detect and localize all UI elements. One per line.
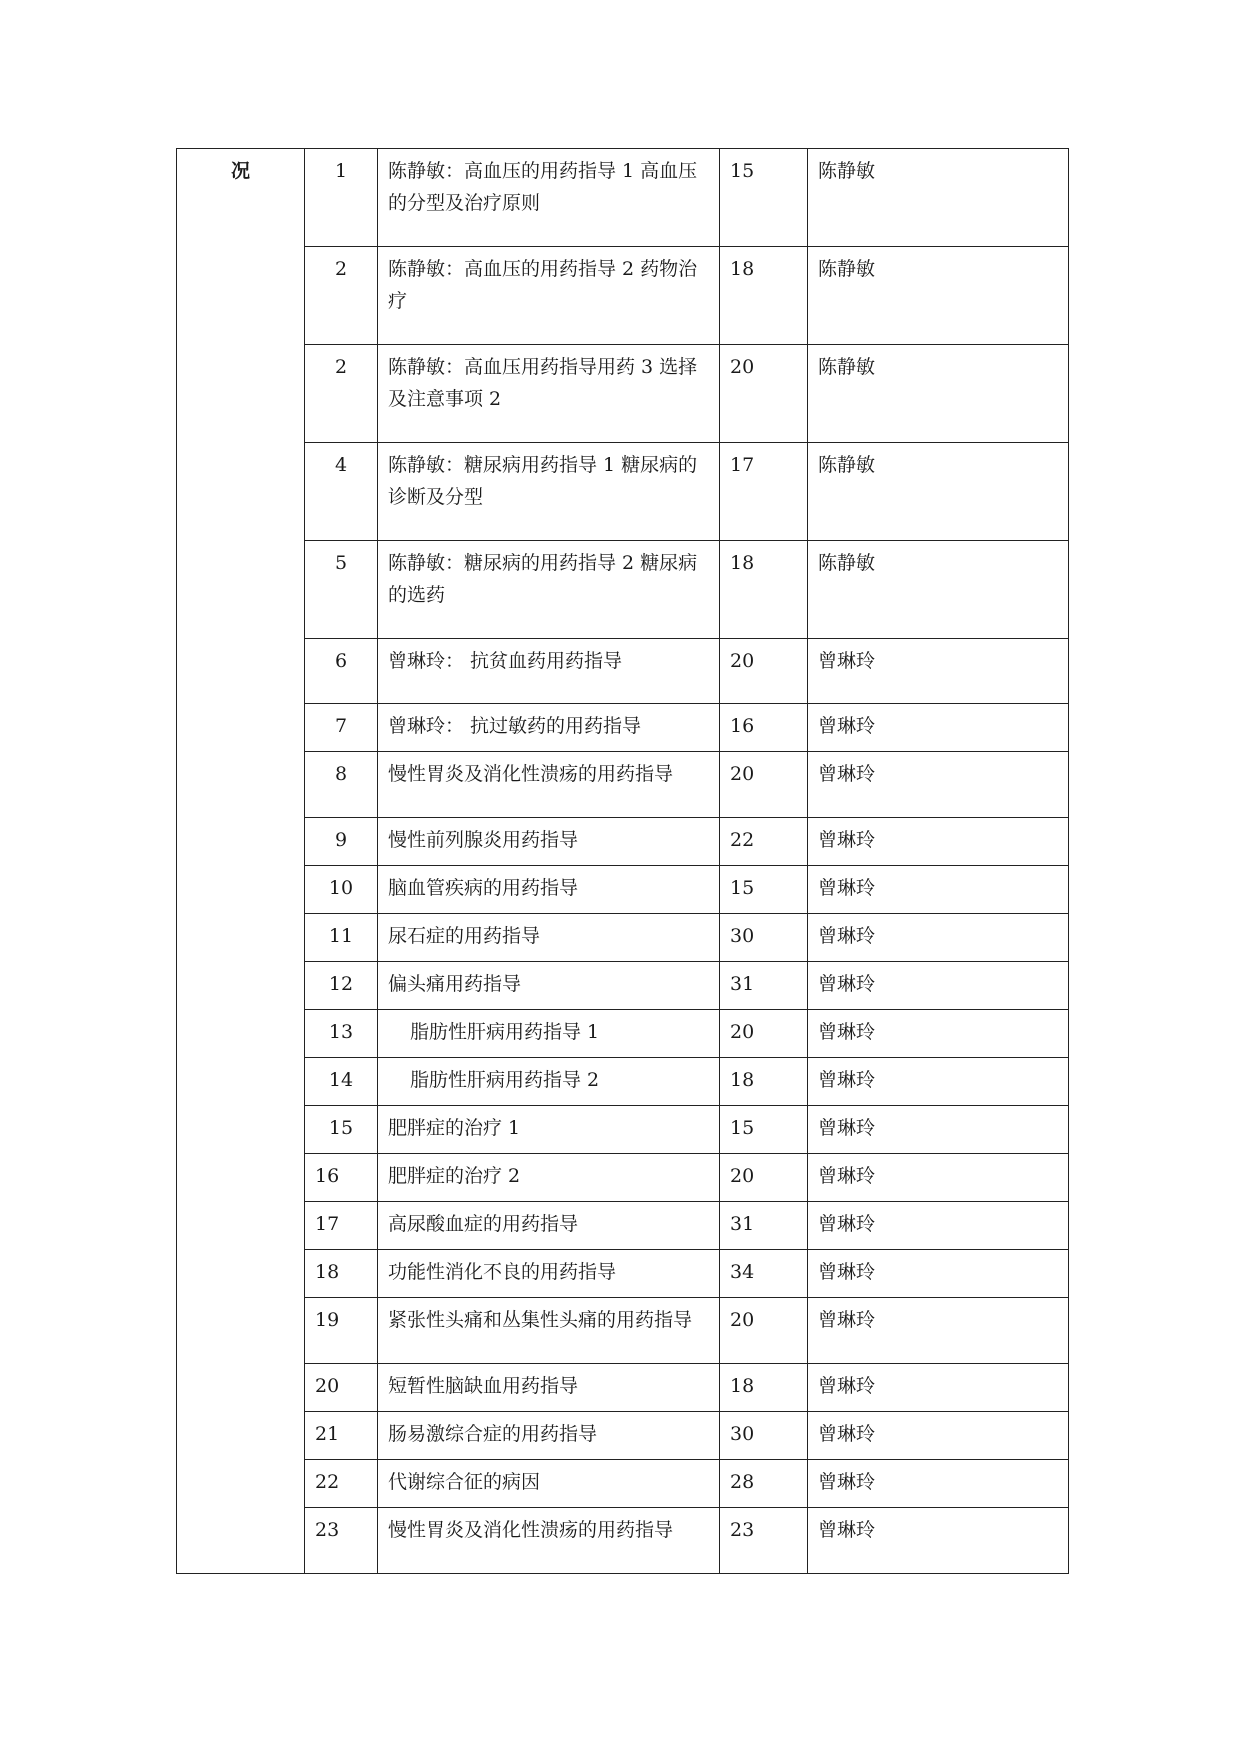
row-lecturer: 曾琳玲 [808,1154,1069,1202]
row-lecturer: 曾琳玲 [808,704,1069,752]
row-lecturer: 陈静敏 [808,247,1069,345]
row-number: 6 [305,639,378,704]
row-topic: 慢性前列腺炎用药指导 [378,818,720,866]
row-topic: 偏头痛用药指导 [378,962,720,1010]
table-row [177,962,1069,1010]
row-number: 1 [305,149,378,247]
row-lecturer: 曾琳玲 [808,818,1069,866]
row-topic: 肥胖症的治疗 1 [378,1106,720,1154]
row-topic: 肠易激综合症的用药指导 [378,1412,720,1460]
table-row [177,247,1069,345]
row-topic: 陈静敏：糖尿病用药指导 1 糖尿病的诊断及分型 [378,443,720,541]
table-row [177,1058,1069,1106]
row-topic: 短暂性脑缺血用药指导 [378,1364,720,1412]
row-number: 23 [305,1508,378,1574]
row-topic: 代谢综合征的病因 [378,1460,720,1508]
table-row [177,1250,1069,1298]
row-topic: 曾琳玲： 抗过敏药的用药指导 [378,704,720,752]
row-number: 8 [305,752,378,818]
row-hours: 30 [720,1412,808,1460]
row-hours: 17 [720,443,808,541]
row-hours: 20 [720,1298,808,1364]
row-number: 10 [305,866,378,914]
row-topic: 陈静敏：高血压的用药指导 1 高血压的分型及治疗原则 [378,149,720,247]
table-row [177,866,1069,914]
row-hours: 18 [720,247,808,345]
table-row [177,1106,1069,1154]
row-number: 18 [305,1250,378,1298]
row-number: 13 [305,1010,378,1058]
table-row [177,704,1069,752]
row-lecturer: 曾琳玲 [808,1010,1069,1058]
row-number: 2 [305,247,378,345]
row-hours: 15 [720,1106,808,1154]
row-hours: 20 [720,639,808,704]
row-topic: 高尿酸血症的用药指导 [378,1202,720,1250]
section-label: 况 [177,149,305,1574]
row-number: 12 [305,962,378,1010]
row-lecturer: 陈静敏 [808,149,1069,247]
table-row [177,345,1069,443]
row-hours: 18 [720,541,808,639]
row-topic: 慢性胃炎及消化性溃疡的用药指导 [378,1508,720,1574]
row-topic: 陈静敏：糖尿病的用药指导 2 糖尿病的选药 [378,541,720,639]
row-number: 2 [305,345,378,443]
row-hours: 20 [720,752,808,818]
row-lecturer: 曾琳玲 [808,866,1069,914]
table-row [177,541,1069,639]
table-row [177,149,1069,247]
course-table [176,148,1069,1574]
row-lecturer: 曾琳玲 [808,639,1069,704]
table-row [177,1202,1069,1250]
row-lecturer: 曾琳玲 [808,1106,1069,1154]
row-topic: 尿石症的用药指导 [378,914,720,962]
row-number: 7 [305,704,378,752]
row-topic: 慢性胃炎及消化性溃疡的用药指导 [378,752,720,818]
row-lecturer: 曾琳玲 [808,1058,1069,1106]
table-row [177,639,1069,704]
row-hours: 22 [720,818,808,866]
row-hours: 20 [720,1010,808,1058]
row-hours: 31 [720,962,808,1010]
row-lecturer: 曾琳玲 [808,1250,1069,1298]
row-hours: 20 [720,1154,808,1202]
table-row [177,1460,1069,1508]
row-number: 17 [305,1202,378,1250]
row-topic: 功能性消化不良的用药指导 [378,1250,720,1298]
row-hours: 16 [720,704,808,752]
table-row [177,1508,1069,1574]
row-lecturer: 曾琳玲 [808,914,1069,962]
row-lecturer: 曾琳玲 [808,1412,1069,1460]
row-number: 21 [305,1412,378,1460]
row-hours: 20 [720,345,808,443]
row-lecturer: 曾琳玲 [808,1298,1069,1364]
row-topic: 脂肪性肝病用药指导 1 [378,1010,720,1058]
row-lecturer: 曾琳玲 [808,1460,1069,1508]
row-hours: 23 [720,1508,808,1574]
row-topic: 脑血管疾病的用药指导 [378,866,720,914]
row-hours: 30 [720,914,808,962]
table-row [177,1010,1069,1058]
row-topic: 陈静敏：高血压用药指导用药 3 选择及注意事项 2 [378,345,720,443]
table-row [177,443,1069,541]
row-lecturer: 陈静敏 [808,541,1069,639]
row-number: 15 [305,1106,378,1154]
row-number: 22 [305,1460,378,1508]
row-lecturer: 曾琳玲 [808,1202,1069,1250]
row-number: 19 [305,1298,378,1364]
table-row [177,1364,1069,1412]
row-topic: 陈静敏：高血压的用药指导 2 药物治疗 [378,247,720,345]
table-row [177,1154,1069,1202]
row-hours: 18 [720,1364,808,1412]
row-lecturer: 曾琳玲 [808,752,1069,818]
row-number: 9 [305,818,378,866]
row-lecturer: 曾琳玲 [808,1364,1069,1412]
table-row [177,914,1069,962]
row-hours: 15 [720,866,808,914]
row-topic: 曾琳玲： 抗贫血药用药指导 [378,639,720,704]
table-row [177,818,1069,866]
row-number: 16 [305,1154,378,1202]
row-lecturer: 陈静敏 [808,345,1069,443]
row-hours: 28 [720,1460,808,1508]
table-row [177,752,1069,818]
row-lecturer: 曾琳玲 [808,1508,1069,1574]
row-lecturer: 陈静敏 [808,443,1069,541]
row-topic: 肥胖症的治疗 2 [378,1154,720,1202]
row-lecturer: 曾琳玲 [808,962,1069,1010]
row-number: 4 [305,443,378,541]
table-row [177,1298,1069,1364]
table-row [177,1412,1069,1460]
row-number: 11 [305,914,378,962]
row-number: 14 [305,1058,378,1106]
row-hours: 31 [720,1202,808,1250]
row-number: 5 [305,541,378,639]
row-hours: 34 [720,1250,808,1298]
row-number: 20 [305,1364,378,1412]
row-topic: 脂肪性肝病用药指导 2 [378,1058,720,1106]
row-topic: 紧张性头痛和丛集性头痛的用药指导 [378,1298,720,1364]
row-hours: 18 [720,1058,808,1106]
row-hours: 15 [720,149,808,247]
